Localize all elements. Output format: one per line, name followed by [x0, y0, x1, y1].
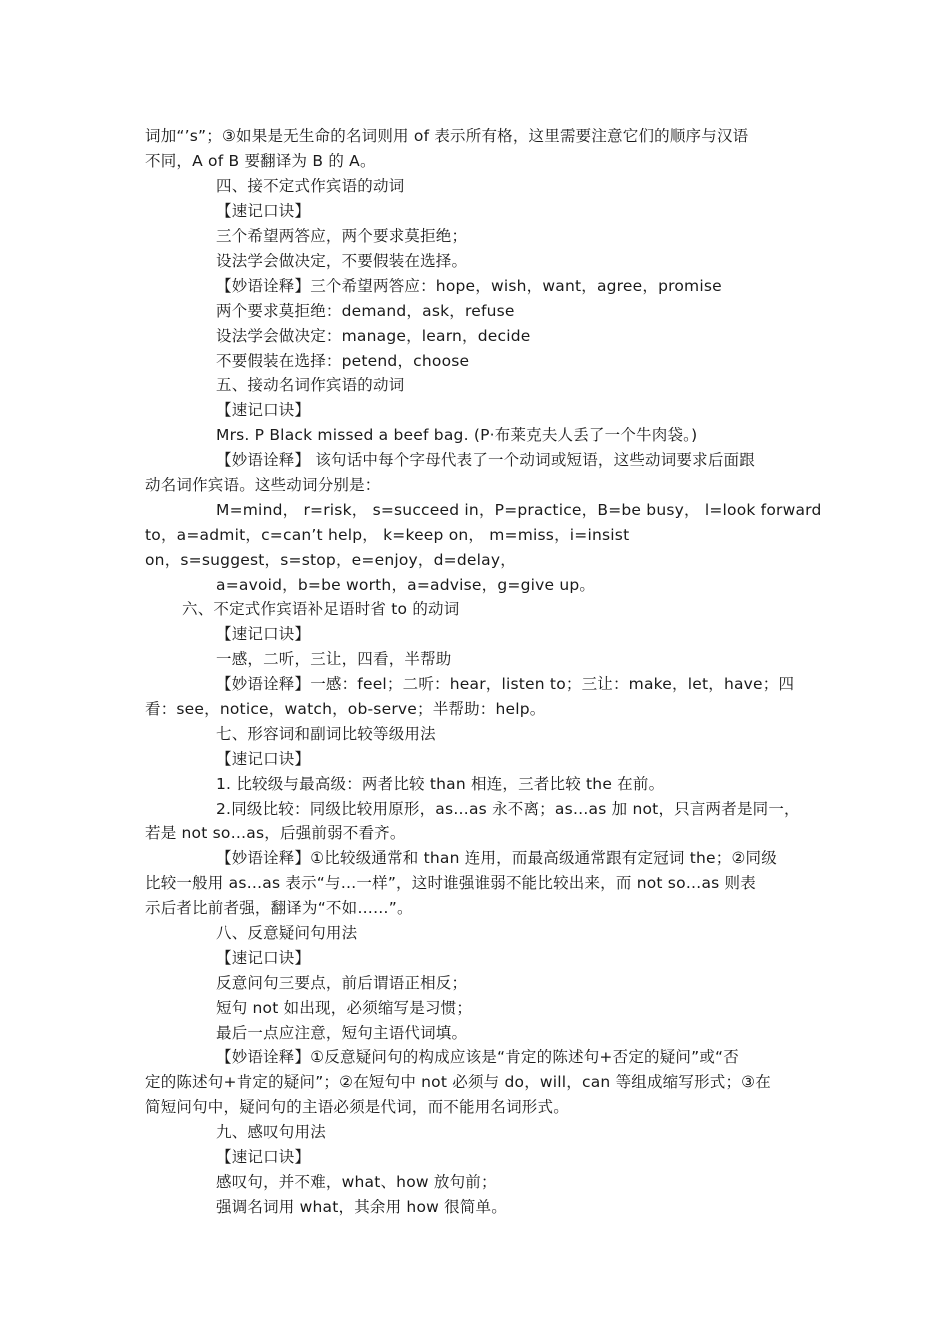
text-line: 比较一般用 as…as 表示“与…一样”，这时谁强谁弱不能比较出来，而 not so…as 则表: [145, 874, 756, 892]
explanation-line: 【妙语诠释】 该句话中每个字母代表了一个动词或短语，这些动词要求后面跟: [216, 451, 755, 469]
mnemonic-label: 【速记口诀】: [216, 401, 311, 419]
text-line: Mrs. P Black missed a beef bag. (P·布莱克夫人丢了一个牛肉袋。): [216, 426, 698, 444]
section-heading: 八、反意疑问句用法: [216, 924, 358, 942]
text-line: 两个要求莫拒绝：demand，ask，refuse: [216, 302, 515, 320]
text-line: 不要假装在选择：petend，choose: [216, 352, 470, 370]
text-line: M=mind， r=risk， s=succeed in，P=practice，B=be busy， l=look forward: [216, 501, 822, 519]
text-line: 2.同级比较：同级比较用原形，as…as 永不离；as…as 加 not，只言两者是同一，: [216, 800, 800, 818]
mnemonic-label: 【速记口诀】: [216, 625, 311, 643]
text-line: 若是 not so…as，后强前弱不看齐。: [145, 824, 406, 842]
text-line: 最后一点应注意，短句主语代词填。: [216, 1024, 468, 1042]
section-heading: 七、形容词和副词比较等级用法: [216, 725, 436, 743]
text-line: 设法学会做决定，不要假装在选择。: [216, 252, 468, 270]
text-line: 定的陈述句+肯定的疑问”；②在短句中 not 必须与 do，will，can 等组成缩写形式；③在: [145, 1073, 771, 1091]
text-line: 动名词作宾语。这些动词分别是：: [145, 476, 381, 494]
text-line: 一感，二听，三让，四看，半帮助: [216, 650, 452, 668]
mnemonic-label: 【速记口诀】: [216, 750, 311, 768]
section-heading: 九、感叹句用法: [216, 1123, 326, 1141]
text-line: 简短问句中，疑问句的主语必须是代词，而不能用名词形式。: [145, 1098, 569, 1116]
mnemonic-label: 【速记口诀】: [216, 1148, 311, 1166]
explanation-line: 【妙语诠释】①反意疑问句的构成应该是“肯定的陈述句+否定的疑问”或“否: [216, 1048, 739, 1066]
text-line: on，s=suggest，s=stop，e=enjoy，d=delay，: [145, 551, 516, 569]
text-line: 看：see，notice，watch，ob-serve；半帮助：help。: [145, 700, 546, 718]
text-line: 感叹句，并不难，what、how 放句前；: [216, 1173, 497, 1191]
text-line: 词加“’s”；③如果是无生命的名词则用 of 表示所有格，这里需要注意它们的顺序与汉语: [145, 127, 749, 145]
mnemonic-label: 【速记口诀】: [216, 202, 311, 220]
text-line: 1. 比较级与最高级：两者比较 than 相连，三者比较 the 在前。: [216, 775, 665, 793]
section-heading: 六、不定式作宾语补足语时省 to 的动词: [182, 600, 460, 618]
text-line: 三个希望两答应，两个要求莫拒绝；: [216, 227, 468, 245]
mnemonic-label: 【速记口诀】: [216, 949, 311, 967]
explanation-line: 【妙语诠释】一感：feel；二听：hear，listen to；三让：make，let，have；四: [216, 675, 795, 693]
explanation-line: 【妙语诠释】三个希望两答应：hope，wish，want，agree，promise: [216, 277, 722, 295]
text-line: 示后者比前者强，翻译为“不如……”。: [145, 899, 413, 917]
text-line: 强调名词用 what，其余用 how 很简单。: [216, 1198, 507, 1216]
section-heading: 四、接不定式作宾语的动词: [216, 177, 405, 195]
text-line: to，a=admit，c=can’t help， k=keep on， m=miss，i=insist: [145, 526, 630, 544]
text-line: 短句 not 如出现，必须缩写是习惯；: [216, 999, 473, 1017]
text-line: 设法学会做决定：manage，learn，decide: [216, 327, 531, 345]
text-line: 反意问句三要点，前后谓语正相反；: [216, 974, 468, 992]
text-line: 不同，A of B 要翻译为 B 的 A。: [145, 152, 376, 170]
text-line: a=avoid，b=be worth，a=advise，g=give up。: [216, 576, 596, 594]
explanation-line: 【妙语诠释】①比较级通常和 than 连用，而最高级通常跟有定冠词 the；②同级: [216, 849, 777, 867]
section-heading: 五、接动名词作宾语的动词: [216, 376, 405, 394]
